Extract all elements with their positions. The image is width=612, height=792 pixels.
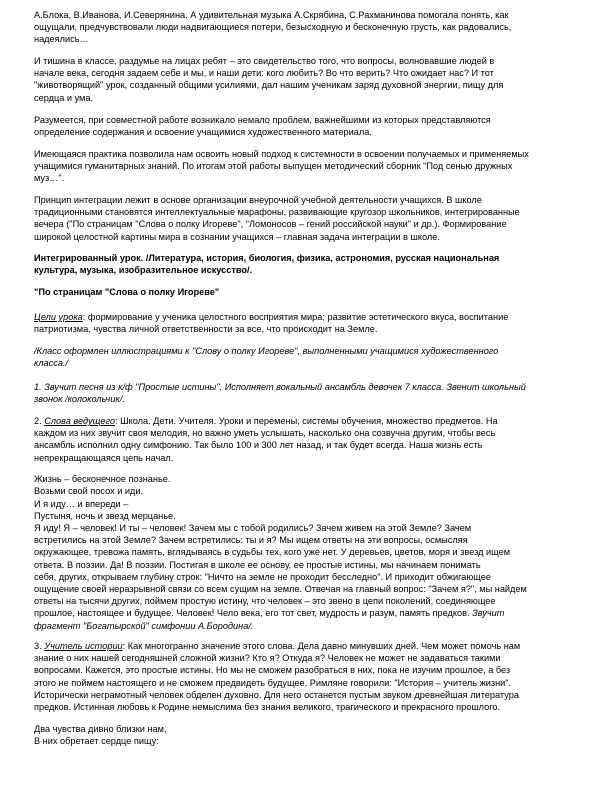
paragraph-speech [34, 522, 582, 632]
step-number: 2. [34, 416, 45, 426]
paragraph-practice [34, 148, 582, 185]
class-decoration-note [34, 345, 582, 369]
text-line [34, 607, 582, 619]
goals-label: Цели урока [34, 312, 83, 322]
text-line: ансамбль исполнил одну симфонию. Так было 100 и 300 лет назад, и так будет всегда. Наша жизнь есть [34, 440, 483, 451]
text-line: Исторически неграмотный человек обделен духовно. Для него останется пустым звуком древнейшая литература [34, 689, 519, 700]
music-cue-line: фрагмент "Богатырской" симфонии А.Бородина/. [34, 620, 254, 631]
poem-line: В них обретает сердце пищу: [34, 736, 159, 747]
note-line: /Класс оформлен иллюстрациями к "Слову о полку Игореве", выполненными учащимися художественного [34, 346, 499, 356]
poem-line: Жизнь – бесконечное познанье. [34, 474, 171, 484]
text-line: учащимися гуманитарных знаний. По итогам этой работы выпущен методический сборник "Под сенью дружных [34, 161, 513, 172]
music-cue: Звучит [469, 608, 505, 619]
poem-line: И я иду… и впереди – [34, 498, 129, 509]
text-line-main: прошлое, настоящее и будущее. Человек! Чело века, его тот свет, мудрость и разум, память предков. [34, 608, 470, 619]
subheading-line: "По страницам "Слова о полку Игореве" [34, 287, 220, 297]
text-line: надеялись… [34, 34, 89, 45]
text-line: ощущение своей неразрывной связи со всем сущим на земле. Отвечая на главный вопрос: "Зачем я?", мы найдем [34, 584, 527, 595]
poem-life [34, 473, 582, 523]
step-text: : Как многогранно значение этого слова. Дела давно минувших дней. Чем может помочь нам [122, 641, 521, 651]
step-line: 1. Звучит песня из к/ф "Простые истины". Исполняет вокальный ансамбль девочек 7 класса. Звенит школьный [34, 382, 526, 392]
text-line: начале века, сегодня задаем себе и мы, и наши дети: кого любить? Во что верить? Что ожидает нас? И тот [34, 68, 494, 79]
text-line: себя, других, открываем глубину строк: "Ничто на земле не проходит бесследно". И приходит обжигающее [34, 571, 491, 582]
goals-line [34, 311, 582, 323]
text-line: встретились на этой Земле? Зачем встретились: ты и я? Мы ищем ответы на эти вопросы, осмысляя [34, 535, 468, 546]
text-line: вопросами. Кажется, это простые истины. Но мы не сможем разобраться в них, пока не изучим прошлое, а без [34, 665, 511, 676]
step-number: 3. [34, 641, 45, 651]
text-line: ответы на тысячи других, поймем простую истину, что человек – это звено в цепи поколений, соединяющее [34, 596, 496, 607]
step-line [34, 415, 582, 427]
text-line: окружающее, тревожа память, вглядываясь в судьбы тех, кого уже нет. У деревьев, цветов, моря и звезд ищем [34, 547, 511, 558]
text-line: ответа. В поэзии. Да! В поэзии. Постигая в школе ее основу, ее простые истины, мы начинаем понимать [34, 559, 481, 570]
step-line [34, 640, 582, 652]
lesson-heading [34, 252, 582, 276]
text-line: Принцип интеграции лежит в основе организации внеурочной учебной деятельности учащихся. В школе [34, 195, 482, 205]
poem-line: Пустыня, ночь и звезд мерцанье. [34, 511, 176, 522]
text-line: вечера ("По страницам "Слова о полку Игореве", "Ломоносов – гений российской науки" и др.). Формирование [34, 219, 507, 230]
goals-text: : формирование у ученика целостного восприятия мира; развитие эстетического вкуса, воспитание [82, 312, 509, 322]
text-line: каждом из них звучит своя мелодия, но важно уметь услышать, насколько она созвучна другим, чтобы весь [34, 428, 496, 439]
text-line: знание о них нашей сегодняшней сложной жизни? Кто я? Откуда я? Человек не может не задаваться такими [34, 653, 501, 664]
text-line: определение содержания и освоение учащимися художественного материала. [34, 127, 372, 138]
lesson-subheading [34, 286, 582, 298]
step-1 [34, 381, 582, 405]
text-line: широкой целостной картины мира в сознании учащихся – главная задача интеграции в школе. [34, 231, 440, 242]
text-line: патриотизма, чувства личной ответственности за все, что происходит на Земле. [34, 324, 378, 335]
text-line: А.Блока, В.Иванова, И.Северянина. А удивительная музыка А.Скрябина, С.Рахманинова помогала понять, как [34, 10, 509, 20]
heading-line: Интегрированный урок. /Литература, история, биология, физика, астрономия, русская национальная [34, 253, 500, 263]
paragraph-intro [34, 9, 582, 46]
text-line: И тишина в классе, раздумье на лицах ребят – это свидетельство того, что вопросы, волновавшие людей в [34, 56, 495, 66]
text-line: сердца и ума. [34, 92, 94, 103]
text-line: ощущали, предчувствовали люди надвигающиеся потери, безысходную и бесконечную грусть, как радовались, [34, 22, 512, 33]
text-line: Имеющаяся практика позволила нам освоить новый подход к системности в освоении получаемых и применяемых [34, 149, 529, 159]
poem-line: Два чувства дивно близки нам, [34, 724, 167, 734]
text-line: традиционными становятся интеллектуальные марафоны, развивающие кругозор школьников, интегрированные [34, 207, 520, 218]
step-label: Слова ведущего [44, 416, 116, 426]
text-line: муз…". [34, 173, 65, 184]
step-3-history-teacher [34, 640, 582, 713]
poem-line: Возьми свой посох и иди. [34, 486, 144, 497]
text-line: "животворящий" урок, созданный общими усилиями, дал нашим ученикам заряд духовной энергии, пищу для [34, 80, 504, 91]
text-line: непрекращающаяся цепь начал. [34, 452, 174, 463]
step-text: : Школа. Дети. Учителя. Уроки и перемены, системы обучения, множество предметов. На [115, 416, 498, 426]
poem-two-feelings [34, 723, 582, 748]
step-label: Учитель истории [44, 641, 123, 651]
text-line: Я иду! Я – человек! И ты – человек! Зачем мы с тобой родились? Зачем живем на этой Земле? Зачем [34, 523, 472, 533]
text-line: предков. Истинная любовь к Родине немыслима без знания великого, трагического и прекрасного прошлого. [34, 702, 501, 713]
note-line: класса./ [34, 358, 69, 369]
paragraph-silence [34, 55, 582, 104]
text-line: этого не поймем настоящего и не сможем предвидеть будущее. Римляне говорили: "История – учитель жизни". [34, 677, 512, 688]
lesson-goals [34, 311, 582, 335]
step-line: звонок /колокольчик/. [34, 394, 125, 405]
heading-line: культура, музыка, изобразительное искусство/. [34, 265, 253, 276]
paragraph-problems [34, 114, 582, 138]
text-line: Разумеется, при совместной работе возникало немало проблем, важнейшими из которых представляются [34, 115, 491, 125]
paragraph-integration [34, 194, 582, 243]
step-2-host-words [34, 415, 582, 464]
